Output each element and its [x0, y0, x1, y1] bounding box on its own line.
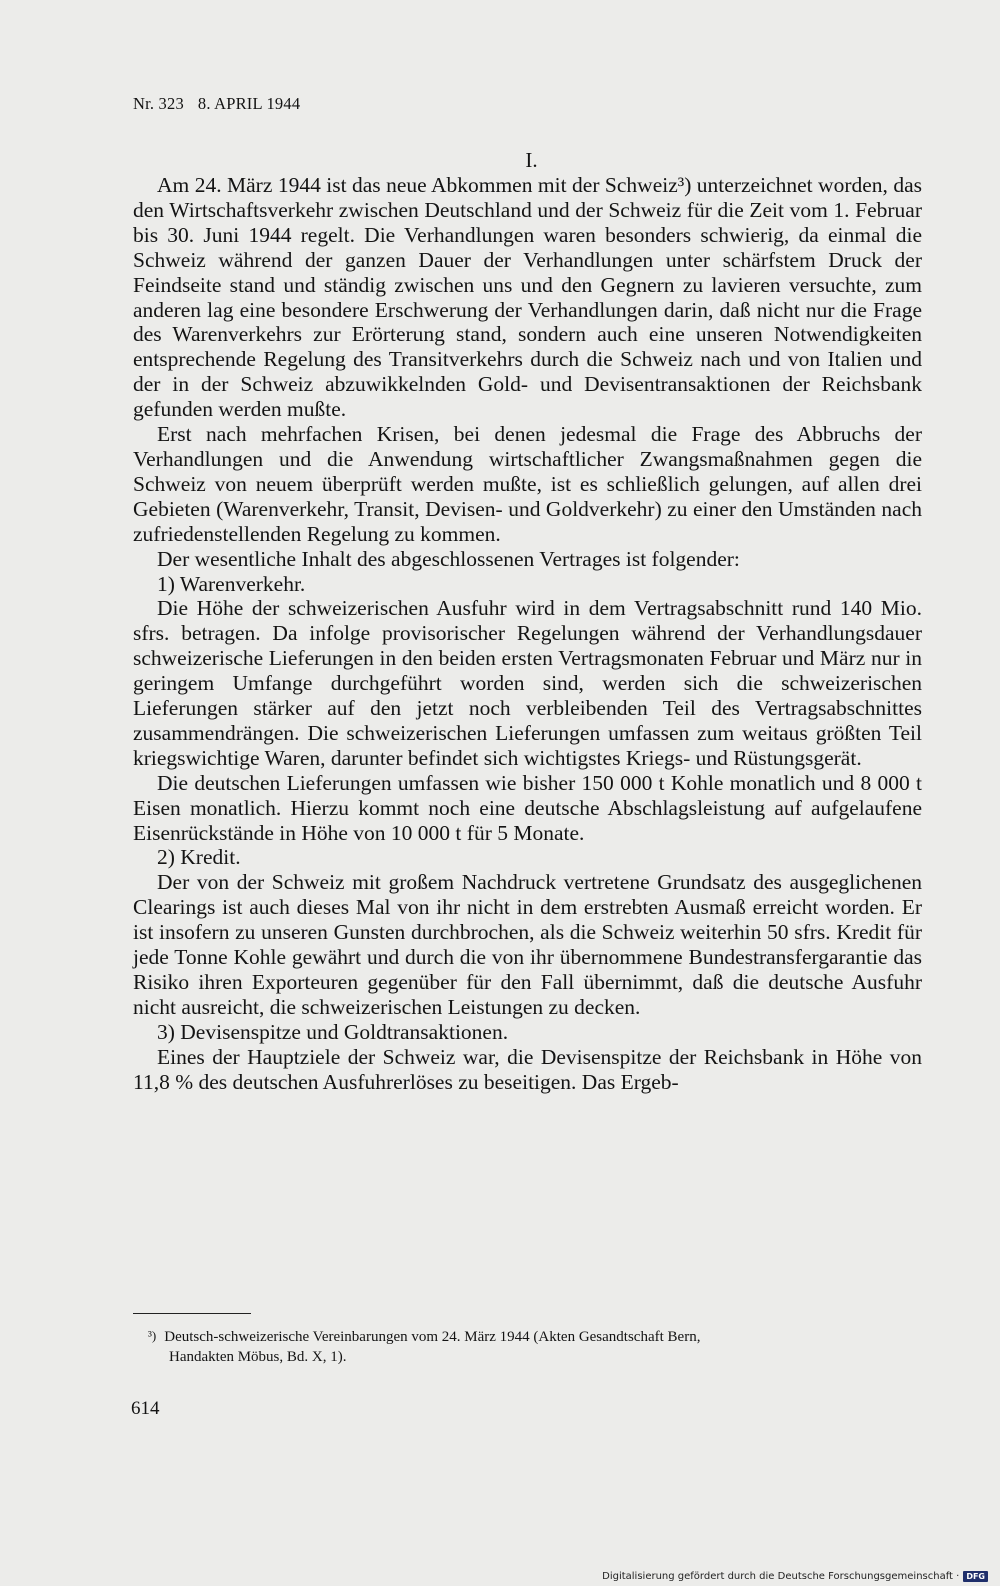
list-heading: 1) Warenverkehr.	[157, 571, 306, 596]
digitization-credit	[602, 1571, 988, 1582]
footnote-line: Handakten Möbus, Bd. X, 1).	[169, 1349, 347, 1365]
credit-text: Digitalisierung gefördert durch die Deutsche Forschungsgemeinschaft ·	[602, 1571, 960, 1582]
paragraph: Der von der Schweiz mit großem Nachdruck vertretene Grundsatz des ausgeglichenen Clearings ist auch dieses Mal von ihr nicht in dem erstrebten Ausmaß erreicht worden. Er ist insofern zu unseren Gunsten durchbrochen, als die Schweiz weiterhin 50 sfrs. Kredit für jede Tonne Kohle gewährt und durch die von ihr übernommene Bundestransfergarantie das Risiko ihren Exporteuren gegenüber für den Fall übernimmt, daß die deutsche Ausfuhr nicht ausreicht, die schweizerischen Leistungen zu decken.	[133, 870, 922, 1019]
page-number: 614	[131, 1398, 160, 1419]
paragraph: Die deutschen Lieferungen umfassen wie bisher 150 000 t Kohle monatlich und 8 000 t Eisen monatlich. Hierzu kommt noch eine deutsche Abschlagsleistung auf aufgelaufene Eisenrückstände in Höhe von 10 000 t für 5 Monate.	[133, 770, 922, 845]
footnote-divider	[133, 1313, 251, 1314]
document-number: Nr. 323	[133, 94, 184, 113]
paragraph: Erst nach mehrfachen Krisen, bei denen jedesmal die Frage des Abbruchs der Verhandlungen und die Anwendung wirtschaftlicher Zwangsmaßnahmen gegen die Schweiz von neuem überprüft werden mußte, ist es schließlich gelungen, auf allen drei Gebieten (Warenverkehr, Transit, Devisen- und Goldverkehr) zu einer den Umständen nach zufriedenstellenden Regelung zu kommen.	[133, 422, 922, 546]
running-header	[133, 94, 300, 114]
section-number: I.	[525, 148, 538, 172]
paragraph: Die Höhe der schweizerischen Ausfuhr wird in dem Vertragsabschnitt rund 140 Mio. sfrs. betragen. Da infolge provisorischer Regelungen während der Verhandlungsdauer schweizerische Lieferungen in den beiden ersten Vertragsmonaten Februar und März nur in geringem Umfange durchgeführt worden sind, werden sich die schweizerischen Lieferungen stärker auf den jetzt noch verbleibenden Teil des Vertragsabschnittes zusammendrängen. Die schweizerischen Lieferungen umfassen zum weitaus größten Teil kriegswichtige Waren, darunter befindet sich wichtigstes Kriegs- und Rüstungsgerät.	[133, 596, 922, 770]
list-heading: 2) Kredit.	[157, 845, 241, 870]
list-heading: 3) Devisenspitze und Goldtransaktionen.	[157, 1019, 509, 1044]
footnote-line: Deutsch-schweizerische Vereinbarungen vom 24. März 1944 (Akten Gesandtschaft Bern,	[164, 1329, 701, 1345]
paragraph: Am 24. März 1944 ist das neue Abkommen mit der Schweiz³) unterzeichnet worden, das den Wirtschaftsverkehr zwischen Deutschland und der Schweiz für die Zeit vom 1. Februar bis 30. Juni 1944 regelt. Die Verhandlungen waren besonders schwierig, da einmal die Schweiz während der ganzen Dauer der Verhandlungen unter schärfstem Druck der Feindseite stand und ständig zwischen uns und den Gegnern zu lavieren versuchte, zum anderen lag eine besondere Erschwerung der Verhandlungen darin, daß nicht nur die Frage des Warenverkehrs zur Erörterung stand, sondern auch eine unseren Notwendigkeiten entsprechende Regelung des Transitverkehrs durch die Schweiz nach und von Italien und der in der Schweiz abzuwikkelnden Gold- und Devisentransaktionen der Reichsbank gefunden werden mußte.	[133, 173, 922, 422]
body-text	[133, 173, 922, 1095]
document-date: 8. APRIL 1944	[197, 94, 301, 113]
footnote	[148, 1326, 923, 1367]
dfg-logo: DFG	[963, 1571, 988, 1582]
paragraph: Eines der Hauptziele der Schweiz war, die Devisenspitze der Reichsbank in Höhe von 11,8 % des deutschen Ausfuhrerlöses zu beseitigen. Das Ergeb-	[133, 1044, 922, 1094]
paragraph: Der wesentliche Inhalt des abgeschlossenen Vertrages ist folgender:	[157, 546, 740, 571]
footnote-mark: ³)	[148, 1328, 157, 1343]
